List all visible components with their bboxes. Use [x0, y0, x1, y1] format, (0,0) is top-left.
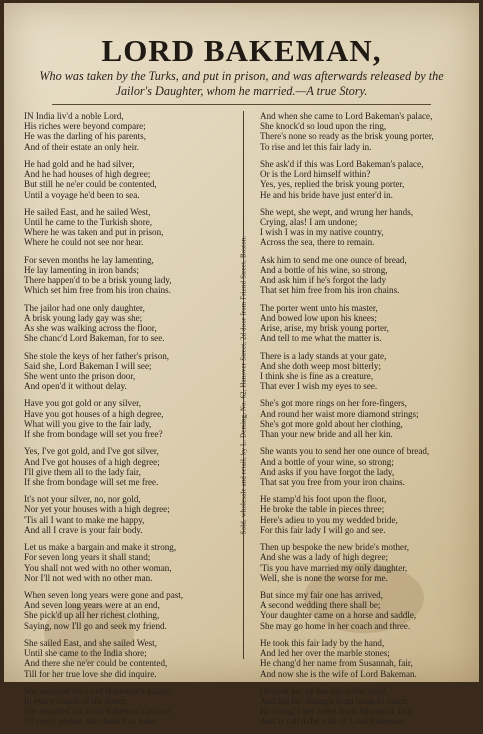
verse-line: And led her over the marble stones;: [260, 648, 390, 659]
verse-line: And there she ne'er could be contented,: [24, 658, 168, 669]
verse-line: To rise and let this fair lady in.: [260, 141, 372, 152]
verse-line: But since my fair one has arrived,: [260, 590, 383, 601]
verse-line: And round her waist more diamond strings;: [260, 408, 419, 419]
verse-line: He lay lamenting in iron bands;: [24, 264, 139, 275]
verse-line: Till for her true love she did inquire.: [24, 668, 157, 679]
verse-line: If she from bondage will set me free.: [24, 476, 159, 487]
verse-line: A brisk young lady gay was she;: [24, 312, 143, 323]
verse-line: Ask him to send me one ounce of bread,: [260, 254, 407, 265]
verse-line: Which set him free from his iron chains.: [24, 285, 171, 296]
verse-line: Until he came to the Turkish shore,: [24, 217, 153, 228]
verse-line: I think she is fine as a creature,: [260, 370, 374, 381]
verse-line: And seven long years were at an end,: [24, 600, 160, 611]
verse-line: Well, she is none the worse for me.: [260, 572, 388, 583]
verse-line: There is a lady stands at your gate,: [260, 350, 387, 361]
verse-line: He chang'd her name from Susannah, fair,: [260, 658, 413, 669]
verse-stanza: [260, 351, 470, 392]
verse-line: He took this fair lady by the hand,: [260, 637, 385, 648]
verse-stanza: [260, 590, 470, 631]
verse-line: She ask'd if this was Lord Bakeman's palace,: [260, 158, 424, 169]
verse-line: Until a voyage he'd been to sea.: [24, 189, 140, 200]
verse-line: She's got more rings on her fore-fingers,: [260, 398, 407, 409]
verse-line: He broke the table in pieces three;: [260, 504, 385, 515]
verse-stanza: [260, 686, 470, 727]
verse-line: The jailor had one only daughter,: [24, 302, 145, 313]
verse-stanza: [260, 638, 470, 679]
verse-line: And all I crave is your fair body.: [24, 524, 143, 535]
verse-stanza: [260, 159, 470, 200]
verse-line: And of their estate an only heir.: [24, 141, 139, 152]
verse-stanza: [260, 207, 470, 248]
verse-line: He was the darling of his parents,: [24, 131, 146, 142]
verse-line: She's got more gold about her clothing,: [260, 418, 403, 429]
verse-line: Yes, yes, replied the brisk young porter,: [260, 179, 405, 190]
verse-stanza: [24, 303, 224, 344]
verse-line: I'll give them all to the lady fair,: [24, 466, 141, 477]
verse-line: For seven long years it shall stand;: [24, 552, 151, 563]
verse-line: Nor yet your houses with a high degree;: [24, 504, 170, 515]
ballad-title: LORD BAKEMAN,: [101, 33, 382, 68]
verse-line: Saying, now I'll go and seek my friend.: [24, 620, 167, 631]
verse-line: And bowed low upon his knees;: [260, 312, 377, 323]
verse-stanza: [24, 351, 224, 392]
verse-line: There's none so ready as the brisk young porter,: [260, 131, 434, 142]
verse-line: His riches were beyond compare;: [24, 121, 146, 132]
verse-stanza: [260, 398, 470, 439]
verse-line: And asks if you have forgot the lady,: [260, 466, 395, 477]
verse-line: I wish I was in my native country,: [260, 227, 384, 238]
verse-line: Here's adieu to you my wedded bride,: [260, 514, 398, 525]
verse-line: She pick'd up all her richest clothing,: [24, 610, 160, 621]
verse-stanza: [24, 590, 224, 631]
column-divider: [237, 111, 251, 659]
verse-stanza: [24, 111, 224, 152]
verse-line: That ever I wish my eyes to see.: [260, 381, 378, 392]
verse-line: And she was a lady of high degree;: [260, 552, 389, 563]
verse-line: And when she came to Lord Bakeman's palace,: [260, 111, 433, 121]
verse-line: She went unto the prison door,: [24, 370, 136, 381]
verse-line: And open'd it without delay.: [24, 381, 127, 392]
verse-line: She sailed East, and she sailed West,: [24, 637, 157, 648]
verse-line: Nor I'll not wed with no other man.: [24, 572, 153, 583]
verse-line: Let us make a bargain and make it strong,: [24, 542, 177, 553]
verse-line: And tell to me what the matter is.: [260, 333, 382, 344]
verse-line: Have you got gold or any silver,: [24, 398, 142, 409]
verse-line: When seven long years were gone and past,: [24, 590, 184, 601]
title-rule: [52, 104, 431, 105]
verse-line: He sailed East, and he sailed West,: [24, 206, 151, 217]
verse-stanza: [24, 255, 224, 296]
verse-line: Or is the Lord himself within?: [260, 169, 371, 180]
verse-line: What will you give to the fair lady,: [24, 418, 152, 429]
verse-line: Yes, I've got gold, and I've got silver,: [24, 446, 159, 457]
verse-line: Where he was taken and put in prison,: [24, 227, 164, 238]
verse-line: A second wedding there shall be;: [260, 600, 381, 611]
verse-line: It's not your silver, no, nor gold,: [24, 494, 141, 505]
verse-stanza: [260, 255, 470, 296]
verse-stanza: [24, 686, 224, 727]
verse-line: Have you got houses of a high degree,: [24, 408, 164, 419]
verse-line: She knock'd so loud upon the ring,: [260, 121, 387, 132]
verse-line: Than your new bride and all her kin.: [260, 429, 393, 440]
verse-stanza: [24, 207, 224, 248]
verse-line: And ask him if he's forgot the lady: [260, 275, 386, 286]
verse-line: And led her through from room to room;: [260, 696, 409, 707]
verse-stanza: [260, 111, 470, 152]
verse-line: And a bottle of your wine, so strong;: [260, 456, 394, 467]
verse-line: But still he ne'er could be contented,: [24, 179, 157, 190]
verse-line: And he had houses of high degree;: [24, 169, 151, 180]
verse-stanza: [24, 638, 224, 679]
verse-line: Across the sea, there to remain.: [260, 237, 375, 248]
verse-line: Arise, arise, my brisk young porter,: [260, 323, 389, 334]
verse-line: And I've got houses of a high degree;: [24, 456, 160, 467]
verse-stanza: [260, 494, 470, 535]
verse-line: And she doth weep most bitterly;: [260, 360, 381, 371]
verse-line: If she from bondage will set you free?: [24, 429, 163, 440]
verse-line: He stamp'd his foot upon the floor,: [260, 494, 387, 505]
verse-line: She wants you to send her one ounce of bread,: [260, 446, 430, 457]
verse-line: She stole the keys of her father's prison,: [24, 350, 170, 361]
verse-stanza: [24, 494, 224, 535]
broadside-sheet: [4, 3, 479, 727]
verse-line: Your daughter came on a horse and saddle,: [260, 610, 417, 621]
verse-line: She inquired for Lord Bakeman's palace,: [24, 685, 173, 696]
verse-line: The porter went unto his master,: [260, 302, 378, 313]
verse-line: He took her by her lily-white hand,: [260, 685, 389, 696]
verse-stanza: [24, 159, 224, 200]
verse-line: That set him free from his iron chains.: [260, 285, 400, 296]
verse-stanza: [260, 303, 470, 344]
verse-stanza: [24, 398, 224, 439]
verse-line: That sat you free from your iron chains.: [260, 476, 405, 487]
verse-stanza: [24, 446, 224, 487]
verse-line: As she was walking across the floor,: [24, 323, 157, 334]
verse-line: Of every person she chanc'd to meet.: [24, 716, 159, 727]
verse-line: She wept, she wept, and wrung her hands,: [260, 206, 414, 217]
verse-stanza: [260, 542, 470, 583]
verse-line: Where he could not see nor hear.: [24, 237, 144, 248]
verse-line: For seven months he lay lamenting,: [24, 254, 154, 265]
verse-line: She inquired for Lord Bakeman's palace,: [24, 706, 173, 717]
verse-line: Crying, alas! I am undone;: [260, 217, 358, 228]
verse-line: For this fair lady I will go and see.: [260, 524, 386, 535]
verse-line: IN India liv'd a noble Lord,: [24, 111, 124, 121]
verse-line: 'Tis you have married my only daughter,: [260, 562, 408, 573]
verse-line: Until she came to the India shore;: [24, 648, 147, 659]
verse-line: And is call'd the wife of Lord Bakeman.: [260, 716, 407, 727]
verse-line: Then up bespoke the new bride's mother,: [260, 542, 410, 553]
verse-line: She chanc'd Lord Bakeman, for to see.: [24, 333, 165, 344]
left-verse-column: [24, 111, 224, 734]
printer-imprint: Sold, wholesale and retail, by L. Deming, No. 62, Hanover Street, 2d door from Friend Street, Boston.: [240, 235, 248, 535]
verse-line: And now she is the wife of Lord Bakeman.: [260, 668, 417, 679]
verse-line: And a bottle of his wine, so strong,: [260, 264, 388, 275]
verse-stanza: [260, 446, 470, 487]
verse-line: In every corner of the street;: [24, 696, 128, 707]
right-verse-column: [260, 111, 470, 734]
ballad-subtitle: Who was taken by the Turks, and put in prison, and was afterwards released by the Jailor's Daughter, whom he married.—A true Story.: [39, 69, 444, 98]
verse-line: He chang'd her name from Susannah, fair,: [260, 706, 413, 717]
verse-line: She may go home in her coach and three.: [260, 620, 411, 631]
verse-line: He had gold and he had silver,: [24, 158, 135, 169]
verse-line: Said she, Lord Bakeman I will see;: [24, 360, 152, 371]
verse-stanza: [24, 542, 224, 583]
verse-line: 'Tis all I want to make me happy,: [24, 514, 145, 525]
verse-line: You shall not wed with no other woman,: [24, 562, 172, 573]
verse-line: There happen'd to be a brisk young lady,: [24, 275, 172, 286]
verse-line: He and his bride have just enter'd in.: [260, 189, 393, 200]
